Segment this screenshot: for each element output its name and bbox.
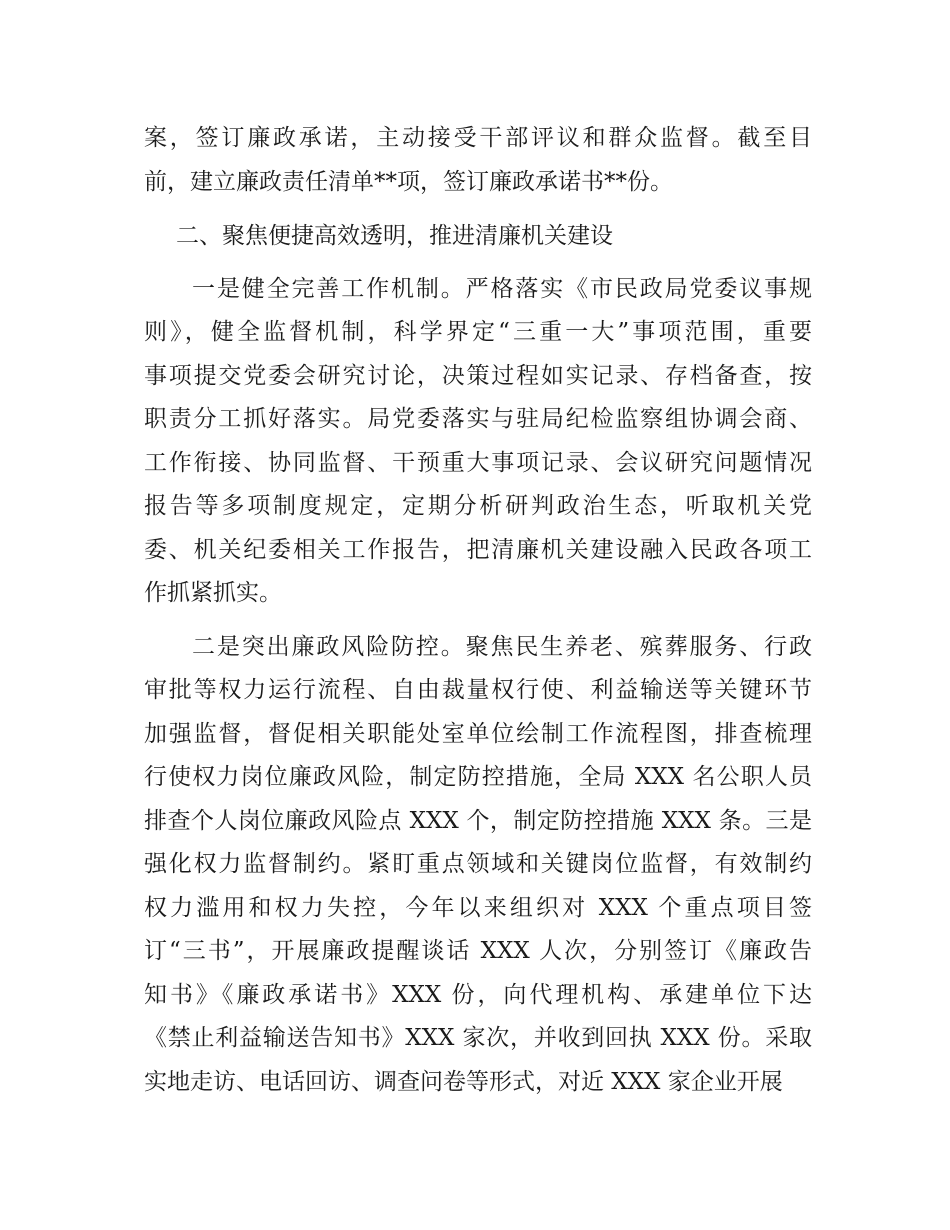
paragraph-line: 委、机关纪委相关工作报告，把清廉机关建设融入民政各项工 — [144, 537, 812, 563]
paragraph-line: 一是健全完善工作机制。严格落实《市民政局党委议事规 — [192, 276, 812, 302]
paragraph-line: 报告等多项制度规定，定期分析研判政治生态，听取机关党 — [144, 493, 812, 519]
paragraph-line: 订“三书”，开展廉政提醒谈话 XXX 人次，分别签订《廉政告 — [144, 938, 812, 964]
paragraph-line: 强化权力监督制约。紧盯重点领域和关键岗位监督，有效制约 — [144, 851, 812, 877]
paragraph-line: 加强监督，督促相关职能处室单位绘制工作流程图，排查梳理 — [144, 721, 812, 747]
paragraph-line: 则》，健全监督机制，科学界定“三重一大”事项范围，重要 — [144, 319, 812, 345]
paragraph-line: 权力滥用和权力失控，今年以来组织对 XXX 个重点项目签 — [144, 895, 812, 921]
paragraph-line: 案，签订廉政承诺，主动接受干部评议和群众监督。截至目 — [144, 125, 812, 151]
paragraph-line: 审批等权力运行流程、自由裁量权行使、利益输送等关键环节 — [144, 677, 812, 703]
section-heading: 二、聚焦便捷高效透明，推进清廉机关建设 — [176, 223, 613, 249]
paragraph-line: 前，建立廉政责任清单**项，签订廉政承诺书**份。 — [144, 169, 673, 195]
paragraph-line: 职责分工抓好落实。局党委落实与驻局纪检监察组协调会商、 — [144, 406, 812, 432]
paragraph-line: 排查个人岗位廉政风险点 XXX 个，制定防控措施 XXX 条。三是 — [144, 808, 812, 834]
paragraph-line: 知书》《廉政承诺书》XXX 份，向代理机构、承建单位下达 — [144, 982, 812, 1008]
paragraph-line: 工作衔接、协同监督、干预重大事项记录、会议研究问题情况 — [144, 450, 812, 476]
paragraph-line: 事项提交党委会研究讨论，决策过程如实记录、存档备查，按 — [144, 363, 812, 389]
paragraph-line: 实地走访、电话回访、调查问卷等形式，对近 XXX 家企业开展 — [144, 1069, 783, 1095]
paragraph-line: 行使权力岗位廉政风险，制定防控措施，全局 XXX 名公职人员 — [144, 764, 812, 790]
paragraph-line: 作抓紧抓实。 — [144, 580, 282, 606]
paragraph-line: 《禁止利益输送告知书》XXX 家次，并收到回执 XXX 份。采取 — [144, 1025, 812, 1051]
paragraph-line: 二是突出廉政风险防控。聚焦民生养老、殡葬服务、行政 — [192, 634, 812, 660]
